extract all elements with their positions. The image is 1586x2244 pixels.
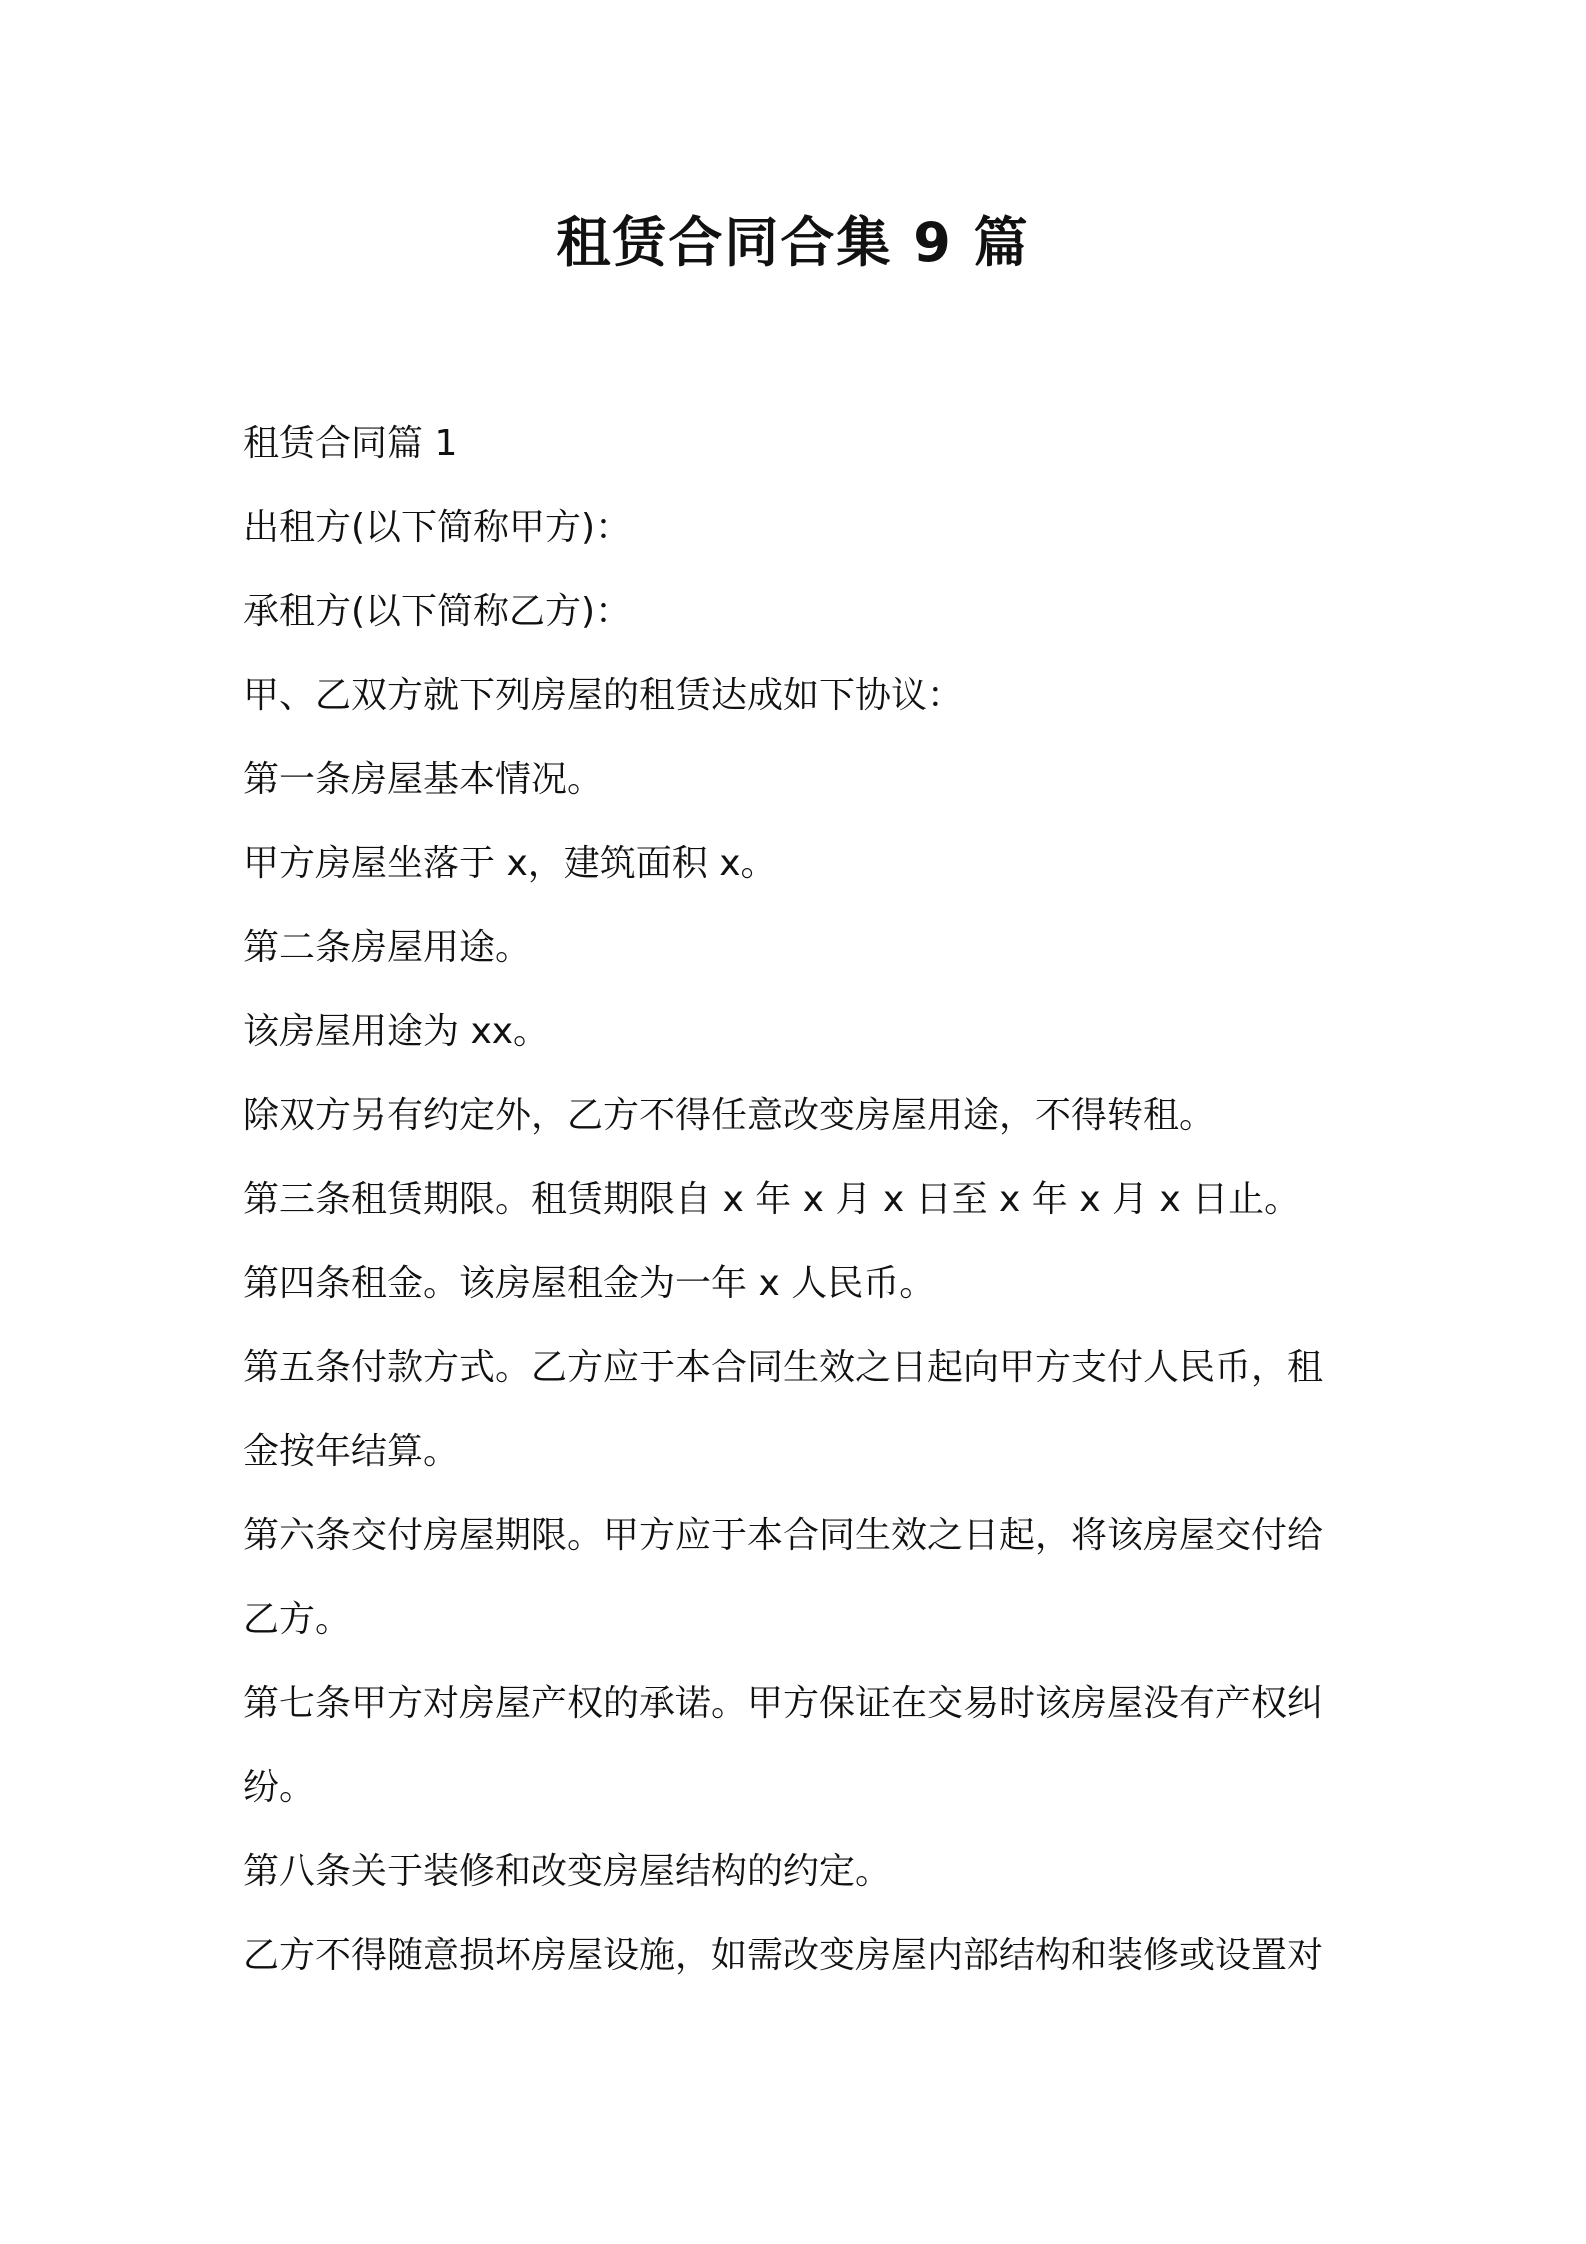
text-line: 第二条房屋用途。	[243, 927, 532, 968]
document-body	[243, 402, 1363, 1998]
text-line: 第五条付款方式。乙方应于本合同生效之日起向甲方支付人民币，租	[243, 1347, 1324, 1388]
section-heading: 租赁合同篇 1	[243, 423, 458, 464]
text-line: 该房屋用途为 xx。	[243, 1011, 550, 1052]
text-line: 第四条租金。该房屋租金为一年 x 人民币。	[243, 1263, 936, 1304]
text-line: 甲、乙双方就下列房屋的租赁达成如下协议：	[243, 675, 964, 716]
text-line: 第六条交付房屋期限。甲方应于本合同生效之日起，将该房屋交付给	[243, 1515, 1324, 1556]
text-line: 出租方(以下简称甲方)：	[243, 507, 632, 548]
text-line: 纷。	[243, 1767, 316, 1808]
text-line: 甲方房屋坐落于 x，建筑面积 x。	[243, 843, 777, 884]
text-line: 第一条房屋基本情况。	[243, 759, 604, 800]
document-title: 租赁合同合集 9 篇	[556, 211, 1030, 274]
text-line: 承租方(以下简称乙方)：	[243, 591, 632, 632]
text-line: 除双方另有约定外，乙方不得任意改变房屋用途，不得转租。	[243, 1095, 1216, 1136]
text-line: 乙方不得随意损坏房屋设施，如需改变房屋内部结构和装修或设置对	[243, 1935, 1324, 1976]
text-line: 乙方。	[243, 1599, 352, 1640]
text-line: 金按年结算。	[243, 1431, 460, 1472]
text-line: 第七条甲方对房屋产权的承诺。甲方保证在交易时该房屋没有产权纠	[243, 1683, 1324, 1724]
text-line: 第三条租赁期限。租赁期限自 x 年 x 月 x 日至 x 年 x 月 x 日止。	[243, 1179, 1301, 1220]
text-line: 第八条关于装修和改变房屋结构的约定。	[243, 1851, 892, 1892]
